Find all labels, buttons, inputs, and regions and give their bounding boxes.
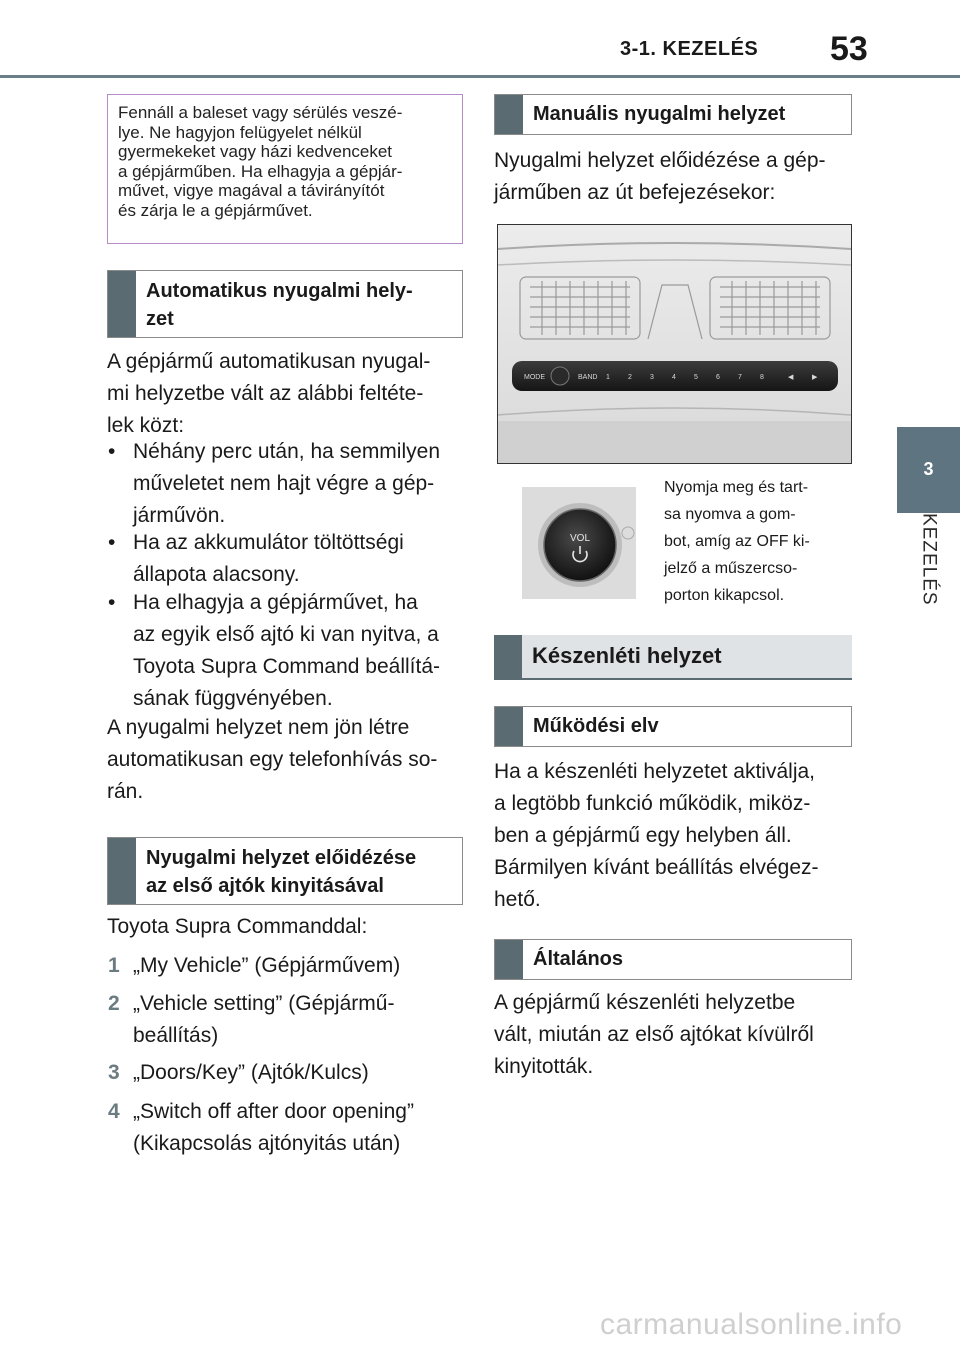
radio-label: 7 <box>738 374 742 381</box>
heading-manual-rest: Manuális nyugalmi helyzet <box>494 94 852 135</box>
radio-panel-illustration <box>498 225 851 463</box>
heading-door-open-rest: Nyugalmi helyzet előidézése az első ajtók kinyitásával <box>107 837 463 905</box>
radio-label: ◀ <box>788 374 794 381</box>
knob-caption: Nyomja meg és tart- sa nyomva a gom- bot, amíg az OFF ki- jelző a műszercso- porton kikapcsol. <box>664 479 810 604</box>
warning-line: gyermekeket vagy házi kedvenceket <box>118 142 393 161</box>
general-text: A gépjármű készenléti helyzetbe vált, miután az első ajtókat kívülről kinyitották. <box>494 991 814 1078</box>
step-item: 3 „Doors/Key” (Ajtók/Kulcs) <box>108 1061 369 1084</box>
heading-bar <box>108 838 136 904</box>
page-number: 53 <box>830 30 868 68</box>
radio-panel-image <box>497 224 852 464</box>
chapter-tab-label: KEZELÉS <box>918 513 940 606</box>
no-auto-note: A nyugalmi helyzet nem jön létre automatikusan egy telefonhívás so- rán. <box>107 716 438 803</box>
radio-label: 5 <box>694 374 698 381</box>
radio-label: MODE <box>524 374 545 381</box>
auto-intro: A gépjármű automatikusan nyugal- mi helyzetbe vált az alábbi feltéte- lek közt: <box>107 350 431 437</box>
radio-label: 3 <box>650 374 654 381</box>
heading-bar <box>495 95 523 134</box>
radio-knob-small <box>551 367 569 385</box>
volume-knob <box>544 509 616 581</box>
warning-line: a gépjárműben. Ha elhagyja a gépjár- <box>118 161 403 181</box>
heading-bar <box>494 635 522 678</box>
chapter-tab-number: 3 <box>923 459 934 479</box>
radio-label: 1 <box>606 374 610 381</box>
header-rule <box>0 75 960 78</box>
heading-bar <box>495 940 523 979</box>
watermark: carmanualsonline.info <box>600 1308 903 1341</box>
step-item: 4 „Switch off after door opening” (Kikapcsolás ajtónyitás után) <box>108 1100 414 1155</box>
radio-label: 2 <box>628 374 632 381</box>
list-item: • Ha elhagyja a gépjárművet, ha az egyik első ajtó ki van nyitva, a Toyota Supra Command beállítá- sának függvényében. <box>108 591 440 710</box>
warning-line: Fennáll a baleset vagy sérülés veszé- <box>118 103 403 122</box>
volume-knob-illustration <box>522 487 636 599</box>
radio-label: ▶ <box>812 374 818 381</box>
step-item: 2 „Vehicle setting” (Gépjármű- beállítás) <box>108 992 395 1047</box>
heading-principle: Működési elv <box>494 706 852 747</box>
radio-label: 6 <box>716 374 720 381</box>
command-intro: Toyota Supra Commanddal: <box>107 915 368 938</box>
volume-knob-image <box>522 487 636 599</box>
warning-box <box>107 94 463 244</box>
section-title: 3-1. KEZELÉS <box>620 38 759 60</box>
principle-text: Ha a készenléti helyzetet aktiválja, a legtöbb funkció működik, miköz- ben a gépjármű egy helyben áll. Bármilyen kívánt beállítás elvégez- hető. <box>494 760 819 911</box>
volume-knob-label: VOL <box>570 533 591 544</box>
heading-standby: Készenléti helyzet <box>494 635 852 680</box>
heading-automatic-rest: Automatikus nyugalmi hely- zet <box>107 270 463 338</box>
radio-label: BAND <box>578 374 598 381</box>
radio-label: 8 <box>760 374 764 381</box>
heading-bar <box>108 271 136 337</box>
heading-bar <box>495 707 523 746</box>
warning-line: és zárja le a gépjárművet. <box>118 200 313 220</box>
manual-intro: Nyugalmi helyzet előidézése a gép- járműben az út befejezésekor: <box>494 149 826 204</box>
warning-line: lye. Ne hagyjon felügyelet nélkül <box>118 122 362 142</box>
list-item: • Néhány perc után, ha semmilyen műveletet nem hajt végre a gép- járművön. <box>108 440 440 527</box>
list-item: • Ha az akkumulátor töltöttségi állapota alacsony. <box>108 531 404 586</box>
radio-label: 4 <box>672 374 676 381</box>
step-item: 1 „My Vehicle” (Gépjárművem) <box>108 954 401 977</box>
warning-line: művet, vigye magával a távirányítót <box>118 181 385 200</box>
heading-general: Általános <box>494 939 852 980</box>
